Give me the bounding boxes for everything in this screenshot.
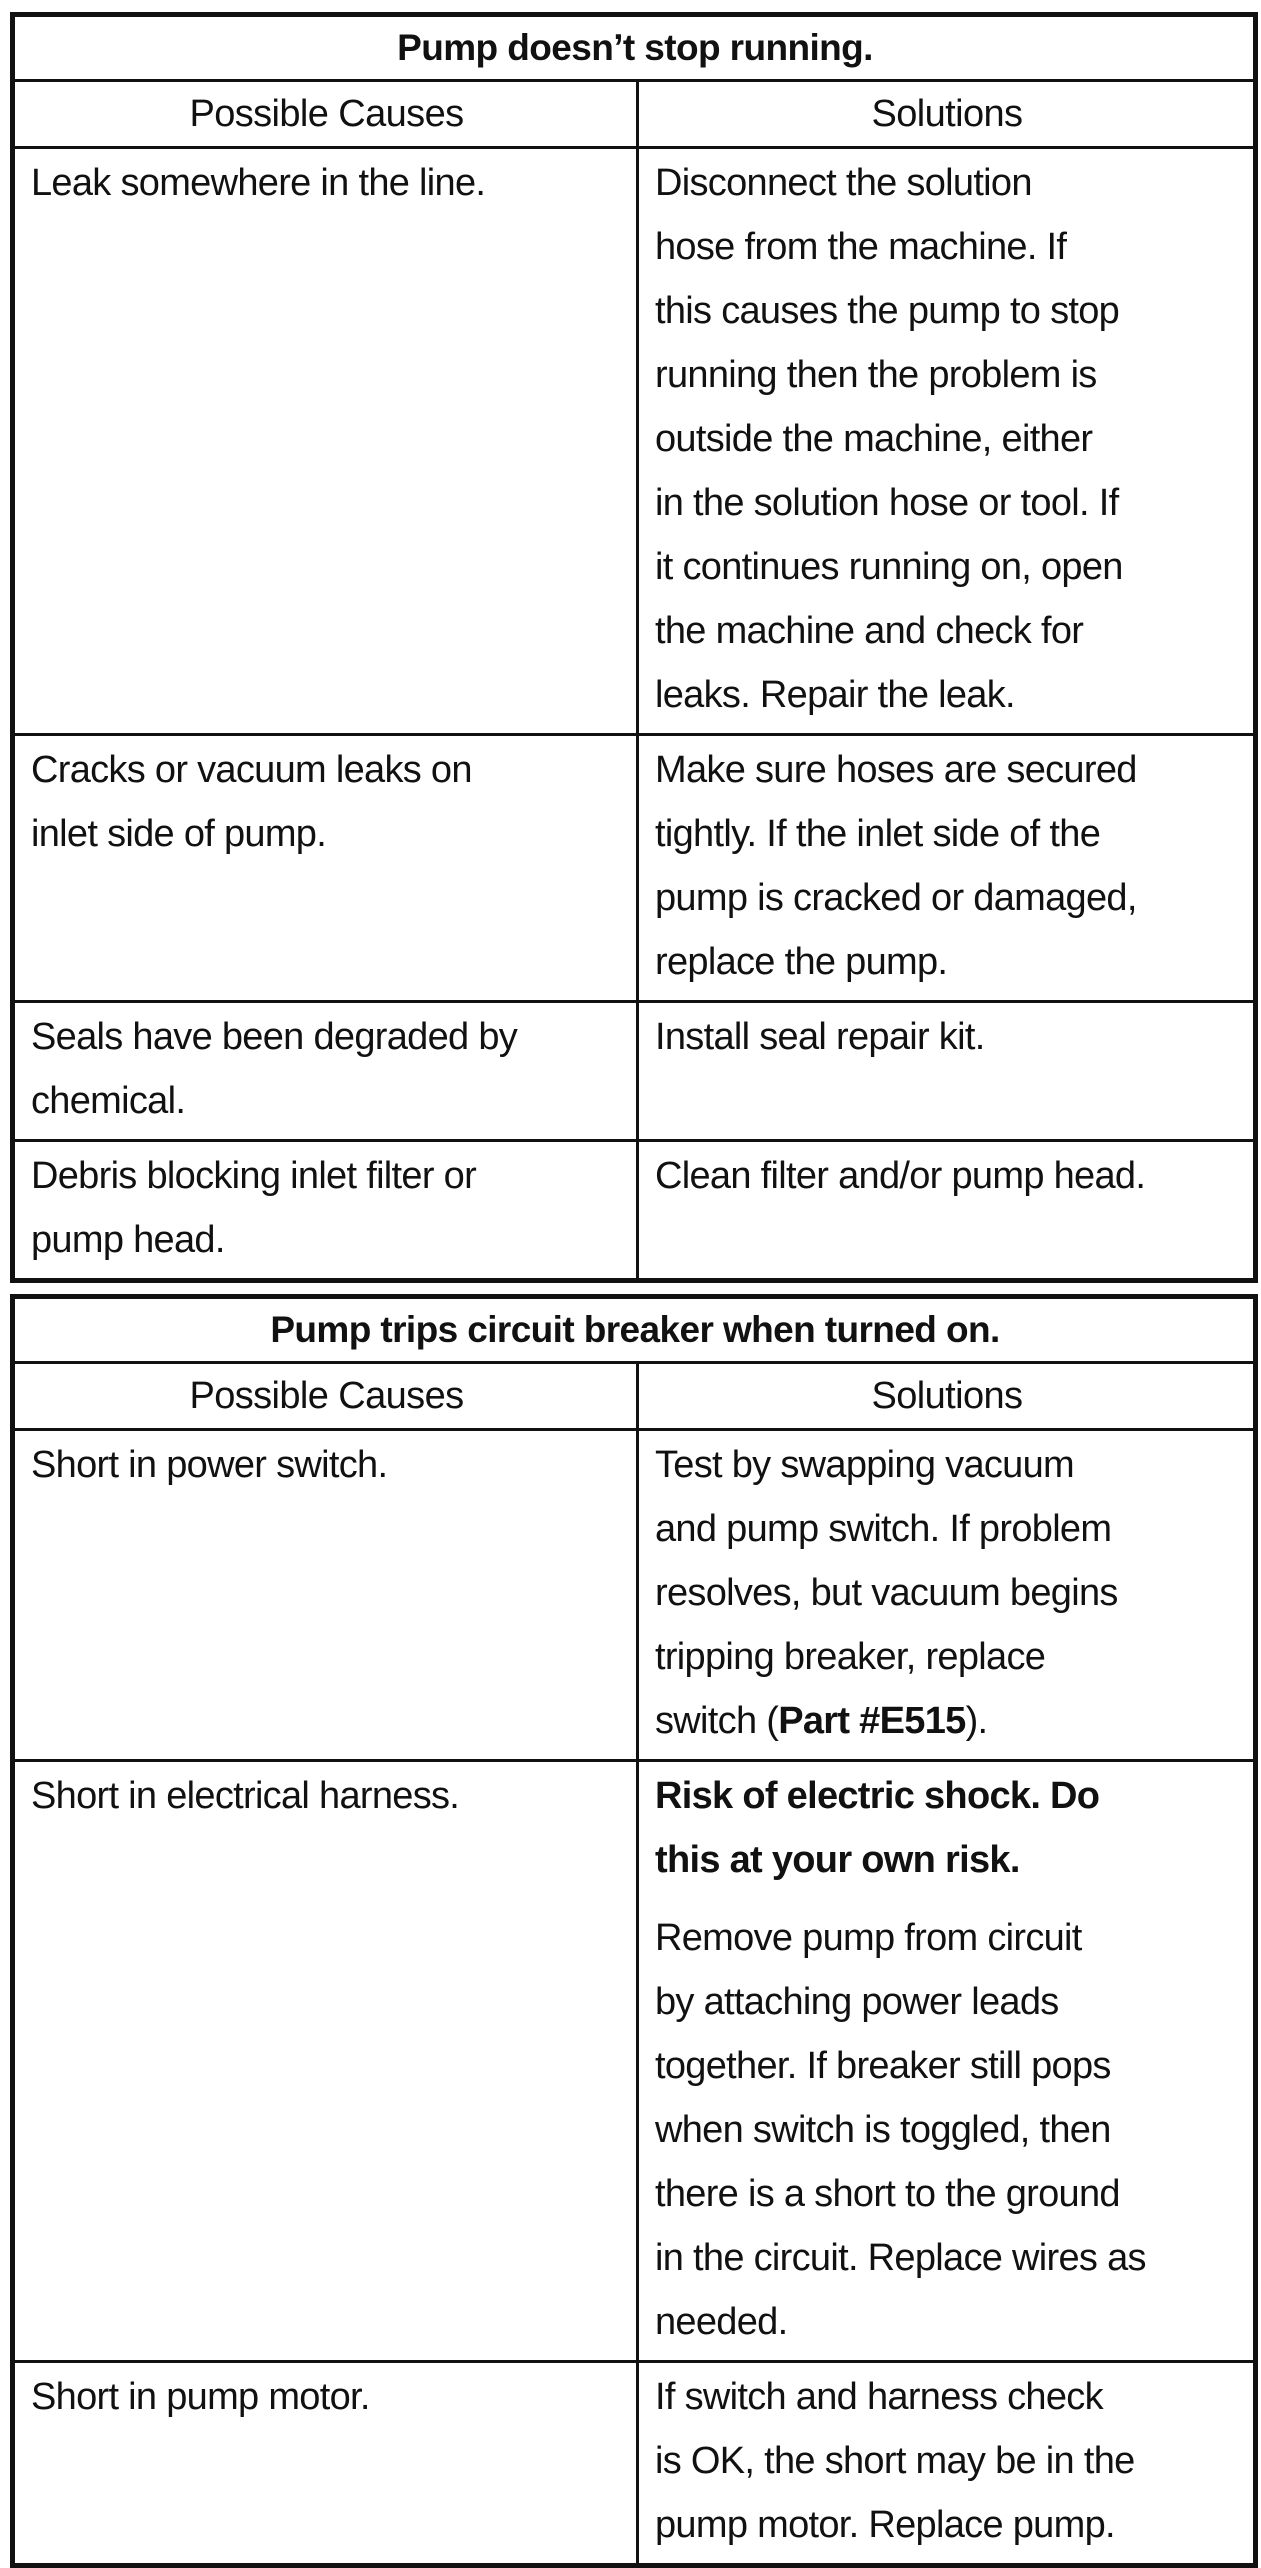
solution-cell xyxy=(638,1761,1256,2362)
table-row xyxy=(13,1002,1256,1141)
text-line: pump is cracked or damaged, xyxy=(655,877,1137,919)
text-line: chemical. xyxy=(31,1080,186,1122)
text: ). xyxy=(965,1700,988,1742)
text-line: Test by swapping vacuum xyxy=(655,1444,1075,1486)
text-line: Make sure hoses are secured xyxy=(655,749,1137,791)
table-title: Pump doesn’t stop running. xyxy=(13,15,1256,81)
text-line: resolves, but vacuum begins xyxy=(655,1572,1118,1614)
shock-warning xyxy=(655,1764,1239,1892)
text-line: running then the problem is xyxy=(655,354,1097,396)
text-line: and pump switch. If problem xyxy=(655,1508,1112,1550)
text-line: Debris blocking inlet filter or xyxy=(31,1155,477,1197)
cause-cell xyxy=(13,2362,638,2566)
column-header-causes: Possible Causes xyxy=(13,1363,638,1430)
cause-cell xyxy=(13,148,638,735)
text-line: replace the pump. xyxy=(655,941,948,983)
text-line: Short in pump motor. xyxy=(31,2376,370,2418)
text-line: needed. xyxy=(655,2301,788,2343)
cause-cell xyxy=(13,1141,638,1281)
column-header-solutions: Solutions xyxy=(638,1363,1256,1430)
solution-cell xyxy=(638,1002,1256,1141)
text-line: Seals have been degraded by xyxy=(31,1016,518,1058)
solution-cell xyxy=(638,148,1256,735)
solution-cell xyxy=(638,2362,1256,2566)
table-row xyxy=(13,1141,1256,1281)
text-line: Clean filter and/or pump head. xyxy=(655,1155,1146,1197)
table-row xyxy=(13,1761,1256,2362)
text-line: If switch and harness check xyxy=(655,2376,1103,2418)
table-row xyxy=(13,2362,1256,2566)
text-line: Cracks or vacuum leaks on xyxy=(31,749,472,791)
text-line: inlet side of pump. xyxy=(31,813,327,855)
text-line: Install seal repair kit. xyxy=(655,1016,985,1058)
text-line: pump motor. Replace pump. xyxy=(655,2504,1115,2546)
cause-cell xyxy=(13,1002,638,1141)
table-row xyxy=(13,735,1256,1002)
text: switch ( xyxy=(655,1700,779,1742)
cause-cell xyxy=(13,735,638,1002)
text-line: pump head. xyxy=(31,1219,225,1261)
text-line: Short in electrical harness. xyxy=(31,1775,460,1817)
text-line: is OK, the short may be in the xyxy=(655,2440,1135,2482)
text-line: it continues running on, open xyxy=(655,546,1123,588)
text-line: there is a short to the ground xyxy=(655,2173,1120,2215)
text-line: together. If breaker still pops xyxy=(655,2045,1111,2087)
text-line: Risk of electric shock. Do xyxy=(655,1775,1100,1817)
column-header-causes: Possible Causes xyxy=(13,81,638,148)
text-line: tripping breaker, replace xyxy=(655,1636,1046,1678)
text-line: Short in power switch. xyxy=(31,1444,388,1486)
text-line: in the solution hose or tool. If xyxy=(655,482,1119,524)
text-line: Remove pump from circuit xyxy=(655,1917,1082,1959)
solution-text xyxy=(655,1433,1239,1689)
text-line: in the circuit. Replace wires as xyxy=(655,2237,1146,2279)
solution-cell xyxy=(638,1430,1256,1761)
text-line: the machine and check for xyxy=(655,610,1084,652)
text-line: this causes the pump to stop xyxy=(655,290,1120,332)
text-line: hose from the machine. If xyxy=(655,226,1067,268)
text-line: when switch is toggled, then xyxy=(655,2109,1111,2151)
text-line: Leak somewhere in the line. xyxy=(31,162,486,204)
solution-text xyxy=(655,1906,1239,2354)
text-line: outside the machine, either xyxy=(655,418,1093,460)
cause-cell xyxy=(13,1430,638,1761)
table-row xyxy=(13,148,1256,735)
text-line: by attaching power leads xyxy=(655,1981,1059,2023)
text-line: this at your own risk. xyxy=(655,1839,1020,1881)
table-row xyxy=(13,1430,1256,1761)
text-line: Disconnect the solution xyxy=(655,162,1032,204)
table-title: Pump trips circuit breaker when turned on. xyxy=(13,1297,1256,1363)
troubleshooting-table-circuit-breaker xyxy=(10,1294,1258,2568)
text-line: tightly. If the inlet side of the xyxy=(655,813,1101,855)
troubleshooting-table-pump-running xyxy=(10,12,1258,1283)
solution-cell xyxy=(638,735,1256,1002)
solution-cell xyxy=(638,1141,1256,1281)
cause-cell xyxy=(13,1761,638,2362)
part-number: Part #E515 xyxy=(778,1700,966,1742)
text-line: leaks. Repair the leak. xyxy=(655,674,1015,716)
column-header-solutions: Solutions xyxy=(638,81,1256,148)
solution-part-line xyxy=(655,1689,1239,1753)
